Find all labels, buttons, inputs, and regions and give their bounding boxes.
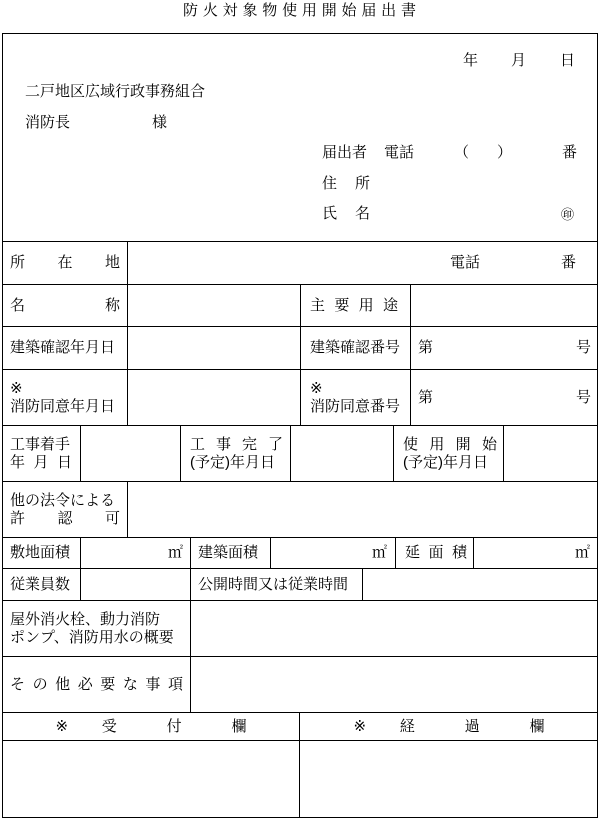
other-permits-sub-label: 許 認 可 <box>10 509 120 527</box>
other-matters-label-cell <box>2 656 190 712</box>
header-section <box>2 33 598 241</box>
phone-paren-open: （ <box>454 144 470 161</box>
building-confirmation-date-label: 建築確認年月日 <box>10 339 116 356</box>
date-year-label: 年 <box>463 52 479 69</box>
building-area-unit: ㎡ <box>371 544 387 561</box>
location-label: 所 在 地 <box>10 254 120 271</box>
use-start-date-label: (予定)年月日 <box>403 453 488 471</box>
building-confirmation-date-value-cell <box>127 326 300 369</box>
fire-equipment-value-cell <box>190 600 598 656</box>
other-permits-label: 他の法令による <box>10 491 116 509</box>
fire-consent-number-mark: ※ <box>310 379 323 397</box>
employees-label: 従業員数 <box>10 575 71 593</box>
location-phone-suffix: 番 <box>561 254 577 271</box>
employees-value-cell <box>80 568 190 600</box>
applicant-address-label: 住 所 <box>322 175 370 192</box>
opening-hours-label-cell <box>190 568 362 600</box>
construction-completion-label: 工 事 完 了 <box>190 435 283 453</box>
construction-start-label: 工事着手 <box>10 435 71 453</box>
applicant-name-label: 氏 名 <box>322 205 370 222</box>
total-floor-area-label: 延 面 積 <box>405 544 467 561</box>
fire-consent-date-label: 消防同意年月日 <box>10 397 116 415</box>
name-label: 名 称 <box>10 296 120 314</box>
location-value-cell <box>127 241 598 284</box>
phone-paren-close: ） <box>497 144 513 161</box>
addressee-organization: 二戸地区広域行政事務組合 <box>25 83 206 100</box>
fire-consent-number-label: 消防同意番号 <box>310 397 401 415</box>
date-day-label: 日 <box>560 52 576 69</box>
form-title: 防火対象物使用開始届出書 <box>183 2 416 19</box>
name-label-cell <box>2 284 127 326</box>
construction-start-value-cell <box>80 425 180 481</box>
other-matters-value-cell <box>190 656 598 712</box>
fire-equipment-label-line1: 屋外消火栓、動力消防 <box>10 610 161 628</box>
applicant-phone-suffix: 番 <box>562 144 578 161</box>
date-month-label: 月 <box>511 52 527 69</box>
construction-completion-date-label: (予定)年月日 <box>190 453 275 471</box>
opening-hours-label: 公開時間又は従業時間 <box>198 575 349 593</box>
use-start-label: 使 用 開 始 <box>403 435 497 453</box>
fire-equipment-label-cell <box>2 600 190 656</box>
location-phone-label: 電話 <box>450 254 481 271</box>
seal-mark-icon: ㊞ <box>561 207 575 222</box>
site-area-label: 敷地面積 <box>10 544 71 561</box>
site-area-label-cell <box>2 537 80 568</box>
fire-consent-date-value-cell <box>127 369 300 425</box>
building-area-label-cell <box>190 537 270 568</box>
applicant-phone-label: 電話 <box>384 144 415 161</box>
other-permits-label-cell <box>2 481 127 537</box>
other-permits-value-cell <box>127 481 598 537</box>
building-confirmation-number-suffix: 号 <box>576 339 592 356</box>
fire-consent-number-value-cell <box>410 369 598 425</box>
building-confirmation-number-label: 建築確認番号 <box>310 339 401 356</box>
main-use-label: 主 要 用 途 <box>310 296 398 314</box>
fire-equipment-label-line2: ポンプ、消防用水の概要 <box>10 628 174 646</box>
fire-consent-number-suffix: 号 <box>576 388 592 406</box>
total-floor-area-value-cell <box>473 537 598 568</box>
addressee-honorific: 様 <box>152 114 168 131</box>
progress-header-cell <box>299 712 598 740</box>
building-area-value-cell <box>270 537 395 568</box>
site-area-value-cell <box>80 537 190 568</box>
total-floor-area-unit: ㎡ <box>574 544 590 561</box>
main-use-label-cell <box>300 284 410 326</box>
other-matters-label: そ の 他 必 要 な 事 項 <box>10 675 183 693</box>
location-label-cell <box>2 241 127 284</box>
reception-header-label: ※ 受 付 欄 <box>55 717 247 735</box>
use-start-value-cell <box>503 425 598 481</box>
construction-start-date-label: 年 月 日 <box>10 453 72 471</box>
main-use-value-cell <box>410 284 598 326</box>
reception-header-cell <box>2 712 299 740</box>
building-confirmation-number-label-cell <box>300 326 410 369</box>
building-confirmation-number-value-cell <box>410 326 598 369</box>
use-start-label-cell <box>393 425 503 481</box>
name-value-cell <box>127 284 300 326</box>
reception-area-cell <box>2 740 299 818</box>
fire-consent-number-label-cell <box>300 369 410 425</box>
progress-header-label: ※ 経 過 欄 <box>353 717 545 735</box>
total-floor-area-label-cell <box>395 537 473 568</box>
fire-consent-date-mark: ※ <box>10 379 23 397</box>
building-confirmation-date-label-cell <box>2 326 127 369</box>
construction-completion-label-cell <box>180 425 290 481</box>
construction-completion-value-cell <box>290 425 393 481</box>
addressee-title: 消防長 <box>25 114 71 131</box>
opening-hours-value-cell <box>362 568 598 600</box>
fire-consent-date-label-cell <box>2 369 127 425</box>
applicant-label: 届出者 <box>322 144 368 161</box>
site-area-unit: ㎡ <box>167 544 183 561</box>
employees-label-cell <box>2 568 80 600</box>
building-area-label: 建築面積 <box>198 544 259 561</box>
fire-consent-number-prefix: 第 <box>418 388 434 406</box>
construction-start-label-cell <box>2 425 80 481</box>
progress-area-cell <box>299 740 598 818</box>
building-confirmation-number-prefix: 第 <box>418 339 434 356</box>
